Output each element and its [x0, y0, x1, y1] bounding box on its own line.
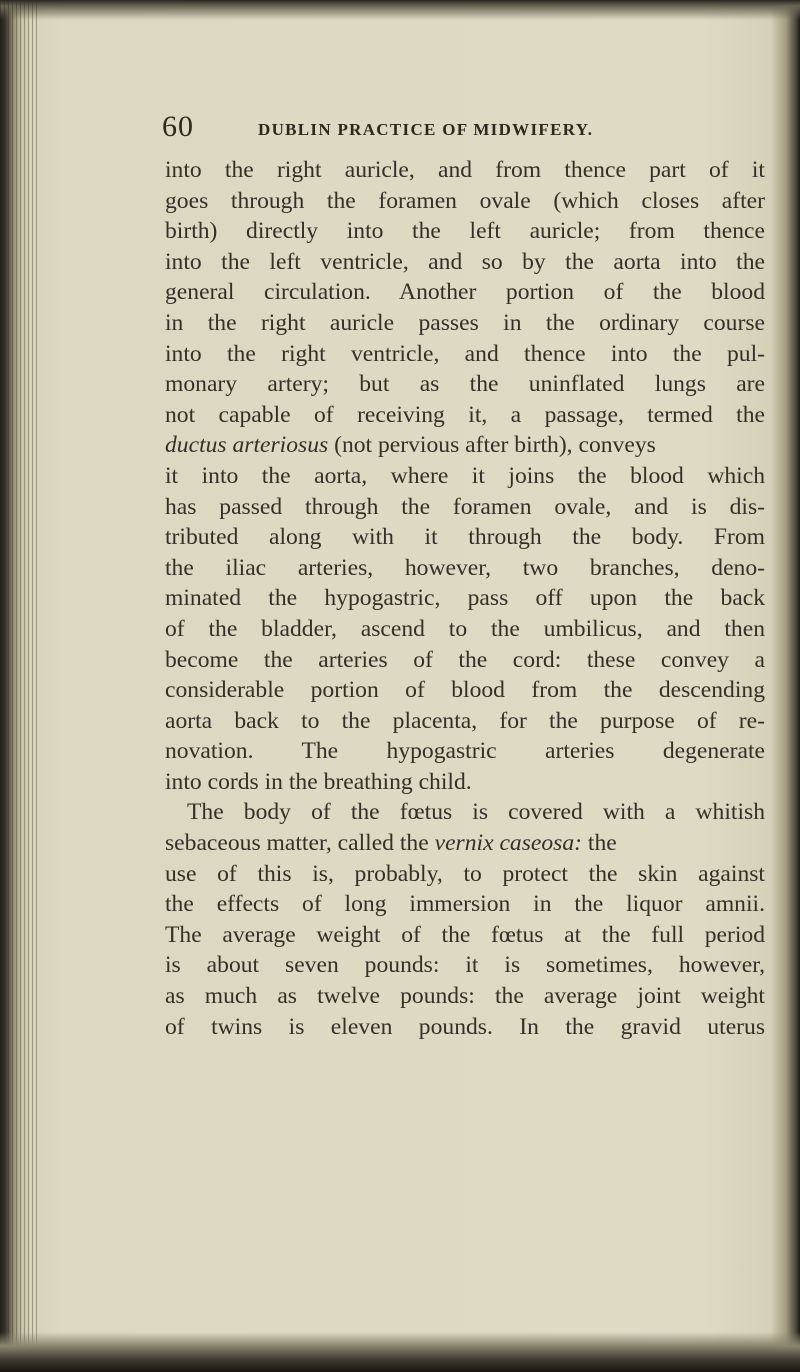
text-line: of twins is eleven pounds. In the gravid uterus [165, 1013, 765, 1040]
text-line: in the right auricle passes in the ordinary course [165, 309, 765, 336]
text-line: of the bladder, ascend to the umbilicus, and then [165, 615, 765, 642]
text-line: tributed along with it through the body. From [165, 524, 765, 551]
text-line: considerable portion of blood from the descending [165, 677, 765, 704]
text-fragment: the [582, 830, 617, 857]
text-line: into the right auricle, and from thence part of it [165, 157, 765, 183]
running-head: DUBLIN PRACTICE OF MIDWIFERY. [258, 120, 594, 139]
text-line [165, 430, 765, 461]
italic-term: ductus arteriosus [165, 432, 329, 459]
body-text [165, 155, 765, 1042]
text-line: goes through the foramen ovale (which closes after [165, 187, 765, 214]
text-line: the iliac arteries, however, two branches, deno- [165, 554, 765, 581]
text-line: as much as twelve pounds: the average joint weight [165, 983, 765, 1010]
page-edges [0, 0, 40, 1372]
text-line: into the right ventricle, and thence into the pul- [165, 340, 765, 367]
text-line: into the left ventricle, and so by the aorta into the [165, 248, 765, 275]
text-line [165, 828, 765, 859]
text-line: become the arteries of the cord: these convey a [165, 646, 765, 673]
text-line: has passed through the foramen ovale, and is dis- [165, 493, 765, 520]
italic-term: vernix caseosa: [434, 830, 583, 857]
text-line: general circulation. Another portion of the blood [165, 279, 765, 306]
text-line: minated the hypogastric, pass off upon the back [165, 585, 765, 612]
text-line: it into the aorta, where it joins the blood which [165, 462, 765, 489]
text-line: use of this is, probably, to protect the skin against [165, 860, 765, 887]
text-fragment: (not pervious after birth), conveys [328, 432, 656, 459]
text-line: monary artery; but as the uninflated lungs are [165, 371, 765, 398]
page-number: 60 [162, 110, 194, 143]
text-line: not capable of receiving it, a passage, termed the [165, 401, 765, 428]
text-line: The average weight of the fœtus at the full period [165, 921, 765, 948]
text-line: birth) directly into the left auricle; from thence [165, 218, 765, 245]
page-header [162, 110, 722, 150]
text-line: into cords in the breathing child. [165, 768, 472, 795]
text-line: The body of the fœtus is covered with a whitish [187, 799, 765, 826]
text-line: the effects of long immersion in the liquor amnii. [165, 891, 765, 918]
text-fragment: sebaceous matter, called the [165, 830, 435, 857]
text-line: is about seven pounds: it is sometimes, however, [165, 952, 765, 979]
text-line: novation. The hypogastric arteries degenerate [165, 738, 765, 765]
text-line: aorta back to the placenta, for the purpose of re- [165, 707, 765, 734]
